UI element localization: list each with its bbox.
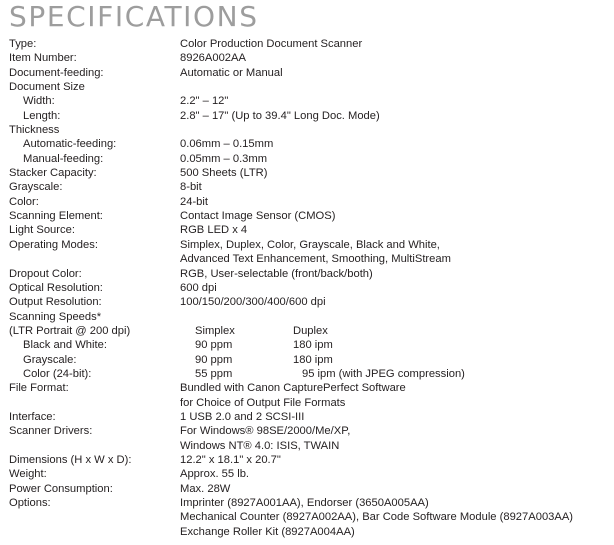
simplex-value: 90 ppm xyxy=(195,339,233,352)
spec-label: Optical Resolution: xyxy=(9,281,103,294)
spec-value: Mechanical Counter (8927A002AA), Bar Code Software Module (8927A003AA) xyxy=(180,511,574,524)
spec-row-speed-bw xyxy=(0,338,614,352)
spec-value: Simplex, Duplex, Color, Grayscale, Black and White, xyxy=(180,238,440,251)
spec-value: Approx. 55 lb. xyxy=(180,468,250,481)
spec-label: Power Consumption: xyxy=(9,482,113,495)
spec-value: Bundled with Canon CapturePerfect Software xyxy=(180,382,406,395)
duplex-value: 180 ipm xyxy=(293,353,333,366)
spec-value: 2.8" – 17" (Up to 39.4" Long Doc. Mode) xyxy=(180,109,380,122)
spec-row-scanner-drivers xyxy=(0,424,614,438)
spec-row-color xyxy=(0,195,614,209)
specifications-list xyxy=(0,37,614,539)
spec-value: Max. 28W xyxy=(180,482,231,495)
spec-value: 0.06mm – 0.15mm xyxy=(180,138,274,151)
spec-row-light-source xyxy=(0,223,614,237)
spec-label: Options: xyxy=(9,497,51,509)
spec-row-automatic-feeding xyxy=(0,137,614,151)
spec-label: Light Source: xyxy=(9,224,75,237)
spec-row-weight xyxy=(0,467,614,481)
spec-value: Automatic or Manual xyxy=(180,66,283,79)
spec-value: 12.2" x 18.1" x 20.7" xyxy=(180,453,281,466)
spec-value: Windows NT® 4.0: ISIS, TWAIN xyxy=(180,439,340,452)
spec-value: RGB LED x 4 xyxy=(180,224,248,237)
simplex-value: 90 ppm xyxy=(195,353,233,366)
spec-value: Contact Image Sensor (CMOS) xyxy=(180,210,336,223)
spec-label: (LTR Portrait @ 200 dpi) xyxy=(9,324,131,337)
spec-row-scanner-drivers-cont xyxy=(0,439,614,453)
spec-row-operating-modes xyxy=(0,238,614,252)
spec-label: Operating Modes: xyxy=(9,238,98,251)
spec-label: Item Number: xyxy=(9,52,77,65)
spec-label: Scanning Element: xyxy=(9,210,103,223)
spec-label: Dimensions (H x W x D): xyxy=(9,453,132,466)
spec-label: Width: xyxy=(23,95,55,108)
spec-value: 500 Sheets (LTR) xyxy=(180,167,268,180)
spec-row-thickness xyxy=(0,123,614,137)
spec-label: Document-feeding: xyxy=(9,66,104,79)
spec-label: File Format: xyxy=(9,382,69,395)
spec-label: Dropout Color: xyxy=(9,267,82,280)
spec-row-speed-grayscale xyxy=(0,353,614,367)
spec-value: Imprinter (8927A001AA), Endorser (3650A005AA) xyxy=(180,497,429,509)
spec-value: for Choice of Output File Formats xyxy=(180,396,346,409)
simplex-column-header: Simplex xyxy=(195,324,235,337)
spec-label: Scanning Speeds* xyxy=(9,310,102,323)
spec-label: Black and White: xyxy=(23,339,107,352)
spec-row-width xyxy=(0,94,614,108)
spec-row-dropout-color xyxy=(0,267,614,281)
spec-label: Length: xyxy=(23,109,61,122)
spec-value: 8-bit xyxy=(180,181,202,194)
spec-row-power-consumption xyxy=(0,482,614,496)
spec-value: 8926A002AA xyxy=(180,52,246,65)
spec-value: Advanced Text Enhancement, Smoothing, MultiStream xyxy=(180,253,451,266)
spec-row-type xyxy=(0,37,614,51)
spec-row-document-size xyxy=(0,80,614,94)
spec-label: Grayscale: xyxy=(9,181,63,194)
simplex-value: 55 ppm xyxy=(195,367,233,380)
spec-label: Manual-feeding: xyxy=(23,152,104,165)
spec-label: Color (24-bit): xyxy=(23,367,92,380)
spec-row-scanning-element xyxy=(0,209,614,223)
spec-label: Scanner Drivers: xyxy=(9,425,93,438)
spec-row-manual-feeding xyxy=(0,152,614,166)
spec-row-speed-color xyxy=(0,367,614,381)
spec-row-grayscale xyxy=(0,180,614,194)
duplex-value: 180 ipm xyxy=(293,339,333,352)
spec-label: Automatic-feeding: xyxy=(23,138,117,151)
spec-label: Thickness xyxy=(9,124,60,137)
spec-label: Document Size xyxy=(9,81,85,94)
spec-row-dimensions xyxy=(0,453,614,467)
spec-row-scanning-speeds xyxy=(0,310,614,324)
spec-row-length xyxy=(0,109,614,123)
spec-row-options-cont-2 xyxy=(0,525,614,539)
spec-row-item-number xyxy=(0,51,614,65)
spec-value: Color Production Document Scanner xyxy=(180,38,363,50)
spec-value: 100/150/200/300/400/600 dpi xyxy=(180,296,326,309)
spec-row-output-resolution xyxy=(0,295,614,309)
page-title: SPECIFICATIONS xyxy=(9,0,259,33)
spec-row-operating-modes-cont xyxy=(0,252,614,266)
spec-value: RGB, User-selectable (front/back/both) xyxy=(180,267,373,280)
spec-row-document-feeding xyxy=(0,66,614,80)
spec-label: Stacker Capacity: xyxy=(9,167,97,180)
spec-row-file-format xyxy=(0,381,614,395)
spec-label: Grayscale: xyxy=(23,353,77,366)
spec-label: Color: xyxy=(9,195,39,208)
spec-value: For Windows® 98SE/2000/Me/XP, xyxy=(180,425,351,438)
spec-row-speed-header xyxy=(0,324,614,338)
spec-row-options xyxy=(0,496,614,510)
spec-label: Output Resolution: xyxy=(9,296,102,309)
spec-value: 2.2" – 12" xyxy=(180,95,229,108)
spec-value: 1 USB 2.0 and 2 SCSI-III xyxy=(180,410,305,423)
spec-label: Type: xyxy=(9,38,37,50)
spec-value: 0.05mm – 0.3mm xyxy=(180,152,268,165)
spec-row-file-format-cont xyxy=(0,396,614,410)
spec-row-options-cont-1 xyxy=(0,510,614,524)
spec-label: Weight: xyxy=(9,468,47,481)
duplex-value: 95 ipm (with JPEG compression) xyxy=(302,367,465,380)
spec-row-stacker-capacity xyxy=(0,166,614,180)
duplex-column-header: Duplex xyxy=(293,324,328,337)
spec-row-interface xyxy=(0,410,614,424)
spec-value: 24-bit xyxy=(180,195,208,208)
spec-row-optical-resolution xyxy=(0,281,614,295)
spec-label: Interface: xyxy=(9,410,56,423)
spec-value: Exchange Roller Kit (8927A004AA) xyxy=(180,525,355,538)
spec-value: 600 dpi xyxy=(180,281,217,294)
